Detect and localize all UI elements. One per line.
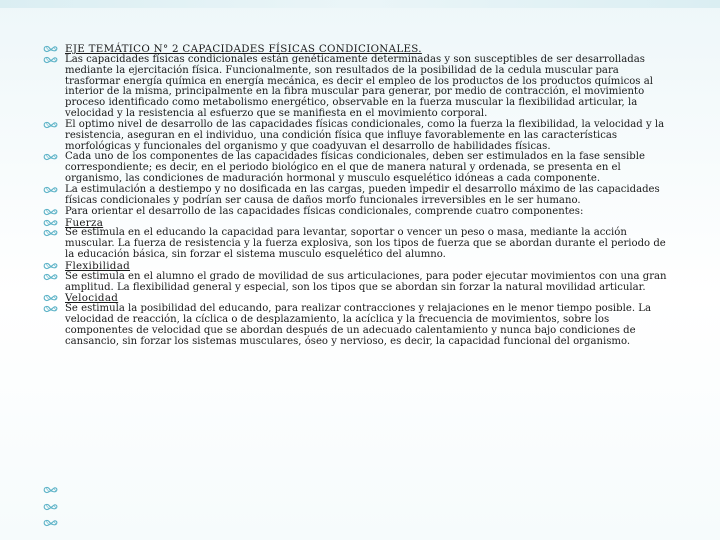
loop-bullet-icon bbox=[43, 55, 59, 66]
empty-bullet-item bbox=[43, 485, 63, 502]
loop-bullet-icon bbox=[43, 502, 59, 513]
loop-bullet-icon bbox=[43, 185, 59, 196]
empty-bullet-item bbox=[43, 518, 63, 535]
bullet-item bbox=[43, 185, 675, 207]
loop-bullet-icon bbox=[43, 152, 59, 163]
loop-bullet-icon bbox=[43, 518, 59, 529]
bullet-item bbox=[43, 272, 675, 294]
loop-bullet-icon bbox=[43, 485, 59, 496]
bullet-text: Se estimula en el alumno el grado de movilidad de sus articulaciones, para poder ejecutar movimientos con una gran amplitud. La flexibilidad general y especial, son los tipos que se abordan sin forzar la natural movilidad articular. bbox=[65, 270, 667, 293]
loop-bullet-icon bbox=[43, 228, 59, 239]
bullet-item bbox=[43, 207, 675, 218]
bullet-item bbox=[43, 152, 675, 185]
bullet-item bbox=[43, 120, 675, 153]
loop-bullet-icon bbox=[43, 207, 59, 218]
loop-bullet-icon bbox=[43, 272, 59, 283]
loop-bullet-icon bbox=[43, 261, 59, 272]
loop-bullet-icon bbox=[43, 218, 59, 229]
loop-bullet-icon bbox=[43, 120, 59, 131]
empty-bullet-item bbox=[43, 502, 63, 519]
bullet-text: Para orientar el desarrollo de las capacidades físicas condicionales, comprende cuatro componentes: bbox=[65, 205, 584, 217]
bullet-text: Las capacidades físicas condicionales están genéticamente determinadas y son susceptibles de ser desarrolladas mediante la ejercitación física. Funcionalmente, son resultados de la posibilidad de la cedula muscular para trasformar energía química en energía mecánica, es decir el empleo de los productos de los productos químicos al interior de la misma, principalmente en la fibra muscular para generar, por medio de contracción, el movimiento proceso identificado como metabolismo energético, observable en la fuerza muscular la flexibilidad articular, la velocidad y la resistencia al esfuerzo que se manifiesta en el movimiento corporal. bbox=[65, 53, 653, 120]
slide-top-border bbox=[0, 0, 720, 8]
bullet-text: El optimo nivel de desarrollo de las capacidades físicas condicionales, como la fuerza la flexibilidad, la velocidad y la resistencia, aseguran en el individuo, una condición física que influye favorablemente en las características morfológicas y funcionales del organismo y que coadyuvan el desarrollo de habilidades físicas. bbox=[65, 118, 665, 152]
bullet-text: Cada uno de los componentes de las capacidades físicas condicionales, deben ser estimulados en la fase sensible correspondiente; es decir, en el periodo biológico en el que de manera natural y ordenada, se presenta en el organismo, las condiciones de maduración hormonal y musculo esquelético idóneas a cada componente. bbox=[65, 151, 645, 185]
bullet-list bbox=[43, 44, 675, 348]
empty-bullet-list bbox=[43, 485, 63, 535]
bullet-item bbox=[43, 304, 675, 347]
bullet-text: La estimulación a destiempo y no dosificada en las cargas, pueden impedir el desarrollo máximo de las capacidades físicas condicionales y podrían ser causa de daños morfo funcionales irreversibles en le ser humano. bbox=[65, 183, 660, 206]
bullet-text: Velocidad bbox=[65, 292, 119, 305]
bullet-text: Se estimula en el educando la capacidad para levantar, soportar o vencer un peso o masa, mediante la acción muscular. La fuerza de resistencia y la fuerza explosiva, son los tipos de fuerza que se abordan durante el periodo de la educación básica, sin forzar el sistema musculo esquelético del alumno. bbox=[65, 227, 666, 261]
bullet-text: EJE TEMÁTICO N° 2 CAPACIDADES FÍSICAS CONDICIONALES. bbox=[65, 43, 422, 55]
bullet-item bbox=[43, 228, 675, 261]
bullet-text: Se estimula la posibilidad del educando, para realizar contracciones y relajaciones en le menor tiempo posible. La velocidad de reacción, la cíclica o de desplazamiento, la acíclica y la frecuencia de movimientos, sobre los componentes de velocidad que se abordan después de un adecuado calentamiento y nunca bajo condiciones de cansancio, sin forzar los sistemas musculares, óseo y nervioso, es decir, la capacidad funcional del organismo. bbox=[65, 303, 651, 347]
loop-bullet-icon bbox=[43, 304, 59, 315]
bullet-item bbox=[43, 55, 675, 120]
bullet-text: Flexibilidad bbox=[65, 259, 131, 272]
loop-bullet-icon bbox=[43, 44, 59, 55]
loop-bullet-icon bbox=[43, 293, 59, 304]
bullet-text: Fuerza bbox=[65, 216, 104, 229]
